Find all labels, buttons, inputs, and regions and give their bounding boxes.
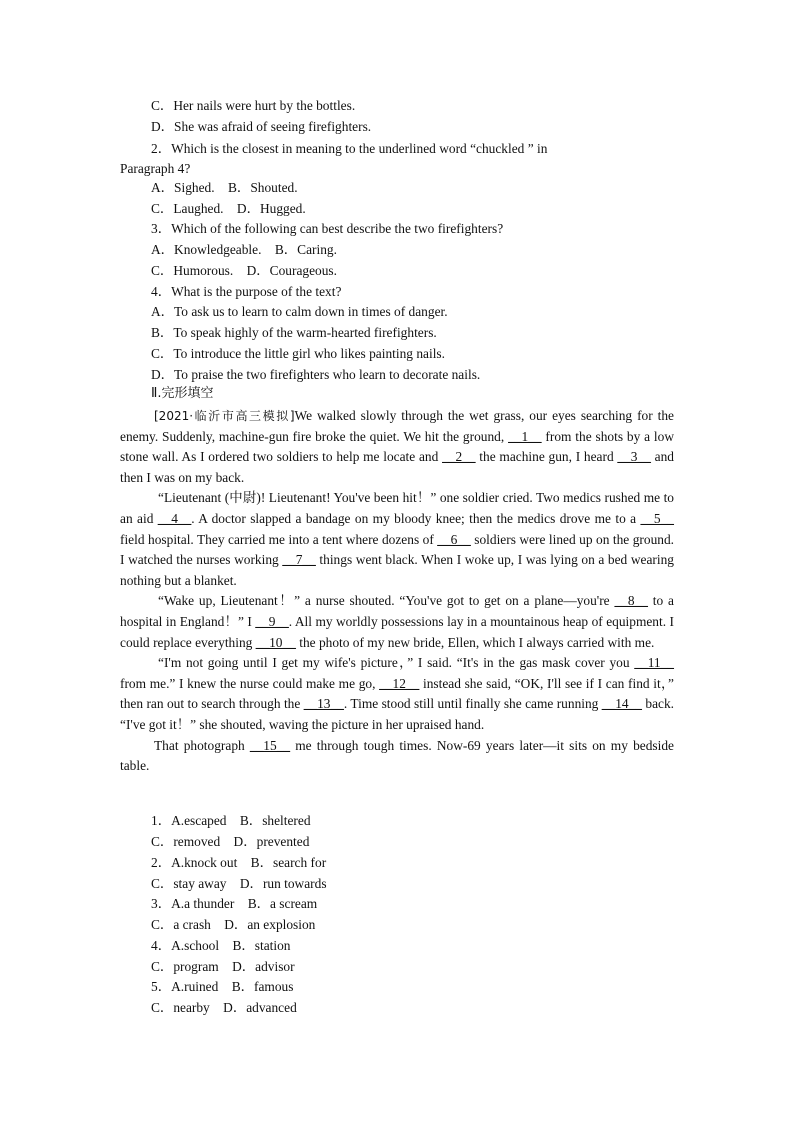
cloze-option-1cd: C．removed D．prevented (151, 834, 310, 849)
q2-options-cd: C．Laughed. D．Hugged. (151, 201, 306, 216)
cloze-blank: __6__ (437, 531, 471, 547)
cloze-blank: __14__ (601, 696, 642, 712)
cloze-blank: __2__ (442, 449, 476, 465)
cloze-blank: __10__ (255, 634, 296, 650)
cloze-option-5ab: 5．A.ruined B．famous (151, 979, 294, 994)
cloze-option-2cd: C．stay away D．run towards (151, 876, 327, 891)
source-tag: [2021·临沂市高三模拟] (154, 409, 295, 423)
cloze-option-2ab: 2．A.knock out B．search for (151, 855, 327, 870)
q4-option-b: B．To speak highly of the warm-hearted firefighters. (151, 325, 437, 340)
q2-stem-line-2: Paragraph 4? (120, 161, 191, 176)
cloze-option-3cd: C．a crash D．an explosion (151, 917, 316, 932)
section-heading: Ⅱ.完形填空 (151, 386, 214, 401)
q1-option-c: C．Her nails were hurt by the bottles. (151, 98, 356, 113)
cloze-paragraph-5: That photograph __15__ me through tough times. Now-69 years later—it sits on my bedside table. (120, 737, 674, 774)
cloze-blank: __9__ (255, 613, 289, 629)
q4-option-d: D．To praise the two firefighters who learn to decorate nails. (151, 367, 481, 382)
cloze-blank: __5__ (640, 510, 674, 526)
cloze-blank: __13__ (303, 696, 344, 712)
q1-option-d: D．She was afraid of seeing firefighters. (151, 119, 372, 134)
q3-stem: 3．Which of the following can best describe the two firefighters? (151, 221, 504, 236)
cloze-blank: __8__ (614, 593, 648, 609)
cloze-paragraph-4: “I'm not going until I get my wife's picture，” I said. “It's in the gas mask cover you __11__ from me.” I knew the nurse could make me go, __12__ instead she said, “OK, I'll see if I can find it，” then ran out to search through the __13__. Time stood still until finally she came running __14__ back. “I've got it！” she shouted, waving the picture in her upraised hand. (120, 655, 675, 732)
cloze-option-5cd: C．nearby D．advanced (151, 1000, 297, 1015)
cloze-option-3ab: 3．A.a thunder B．a scream (151, 896, 318, 911)
cloze-option-1ab: 1．A.escaped B．sheltered (151, 813, 311, 828)
cloze-blank: __11__ (634, 655, 674, 671)
q3-options-cd: C．Humorous. D．Courageous. (151, 263, 337, 278)
cloze-blank: __15__ (249, 737, 291, 753)
cloze-paragraph-1: [2021·临沂市高三模拟]We walked slowly through the wet grass, our eyes searching for the enemy. Suddenly, machine-gun fire broke the quiet. We hit the ground, __1__ from the shots by a low stone wall. As I ordered two soldiers to help me locate and __2__ the machine gun, I heard __3__ and then I was on my back. (120, 408, 674, 485)
cloze-paragraph-2: “Lieutenant (中尉)! Lieutenant! You've been hit！” one soldier cried. Two medics rushed me to an aid __4__. A doctor slapped a bandage on my bloody knee; then the medics drove me to a __5__ field hospital. They carried me into a tent where dozens of __6__ soldiers were lined up on the ground. I watched the nurses working __7__ things went black. When I woke up, I was lying on a bed wearing nothing but a blanket. (120, 490, 674, 588)
cloze-blank: __12__ (379, 675, 420, 691)
cloze-paragraph-3: “Wake up, Lieutenant！” a nurse shouted. “You've got to get on a plane—you're __8__ to a hospital in England！” I __9__. All my worldly possessions lay in a mountainous heap of equipment. I could replace everything __10__ the photo of my new bride, Ellen, which I always carried with me. (120, 593, 674, 650)
cloze-blank: __1__ (508, 428, 542, 444)
q4-stem: 4．What is the purpose of the text? (151, 284, 342, 299)
cloze-option-4cd: C．program D．advisor (151, 959, 295, 974)
q3-options-ab: A．Knowledgeable. B．Caring. (151, 242, 337, 257)
q4-option-a: A．To ask us to learn to calm down in times of danger. (151, 304, 448, 319)
cloze-blank: __4__ (157, 510, 192, 526)
q4-option-c: C．To introduce the little girl who likes painting nails. (151, 346, 445, 361)
cloze-passage (120, 406, 674, 777)
cloze-blank: __3__ (617, 449, 651, 465)
q2-stem-line-1: 2．Which is the closest in meaning to the underlined word “chuckled ” in (151, 141, 548, 156)
q2-options-ab: A．Sighed. B．Shouted. (151, 180, 298, 195)
cloze-option-4ab: 4．A.school B．station (151, 938, 291, 953)
cloze-blank: __7__ (282, 552, 316, 568)
